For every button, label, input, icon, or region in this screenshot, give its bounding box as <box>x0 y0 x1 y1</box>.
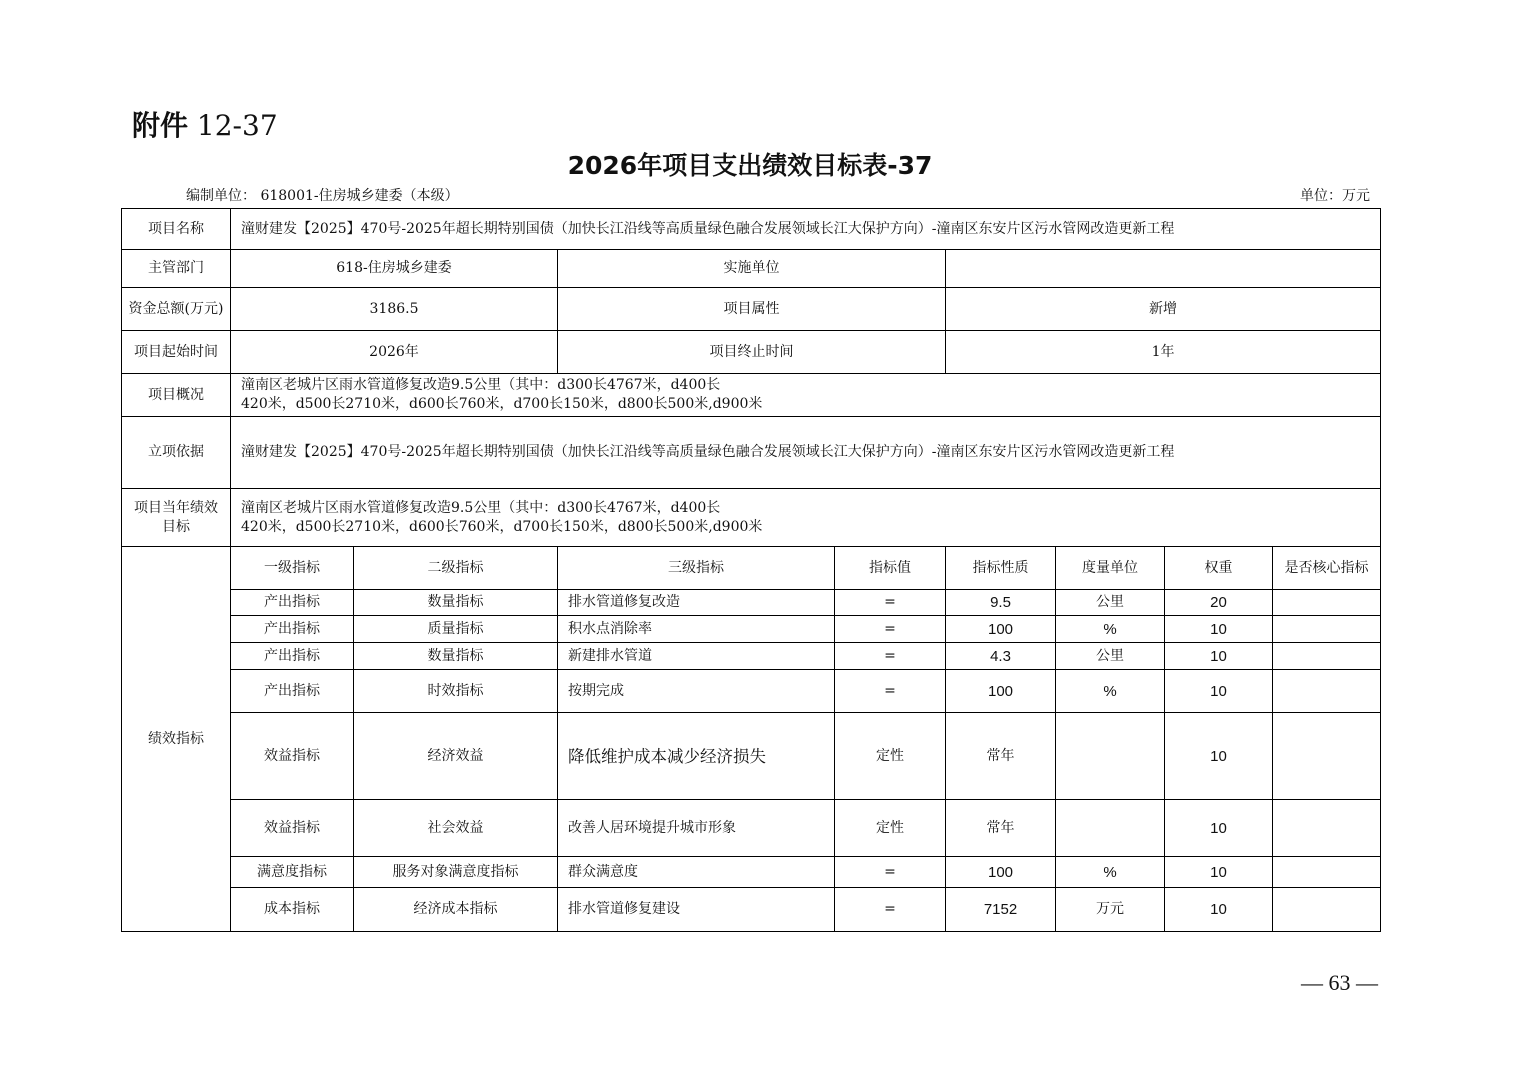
attr-label: 项目属性 <box>558 288 946 331</box>
row-core <box>1273 670 1381 713</box>
row-l2: 服务对象满意度指标 <box>354 857 558 888</box>
table-row <box>122 590 1381 616</box>
dept-value: 618-住房城乡建委 <box>231 250 558 288</box>
overview-line-2: 420米，d500长2710米，d600长760米，d700长150米，d800长500米,d900米 <box>241 396 763 412</box>
indicator-section-label: 绩效指标 <box>122 547 231 932</box>
row-value: 100 <box>946 857 1056 888</box>
dept-label: 主管部门 <box>122 250 231 288</box>
compile-unit: 编制单位： 618001-住房城乡建委（本级） <box>186 188 459 204</box>
row-op: = <box>835 670 946 713</box>
performance-table <box>121 208 1381 932</box>
row-op: = <box>835 857 946 888</box>
row-weight: 10 <box>1165 643 1273 670</box>
page-number: — 63 — <box>1301 970 1378 995</box>
row-l1: 产出指标 <box>231 670 354 713</box>
row-weight: 10 <box>1165 888 1273 932</box>
row-unit: 公里 <box>1056 590 1165 616</box>
header-l1: 一级指标 <box>231 547 354 590</box>
row-value: 4.3 <box>946 643 1056 670</box>
row-op: 定性 <box>835 800 946 857</box>
row-l2: 数量指标 <box>354 643 558 670</box>
row-op: 定性 <box>835 713 946 800</box>
row-op: = <box>835 590 946 616</box>
row-l1: 产出指标 <box>231 590 354 616</box>
row-l1: 效益指标 <box>231 713 354 800</box>
end-label: 项目终止时间 <box>558 331 946 374</box>
impl-value <box>946 250 1381 288</box>
table-row <box>122 616 1381 643</box>
indicator-header-row <box>122 547 1381 590</box>
row-core <box>1273 800 1381 857</box>
time-row <box>122 331 1381 374</box>
row-l2: 质量指标 <box>354 616 558 643</box>
row-l3: 改善人居环境提升城市形象 <box>558 800 835 857</box>
basis-value: 潼财建发【2025】470号-2025年超长期特别国债（加快长江沿线等高质量绿色融合发展领域长江大保护方向）-潼南区东安片区污水管网改造更新工程 <box>231 417 1381 489</box>
row-core <box>1273 713 1381 800</box>
row-l3: 降低维护成本减少经济损失 <box>558 713 835 800</box>
row-op: = <box>835 643 946 670</box>
end-value: 1年 <box>946 331 1381 374</box>
row-unit: 万元 <box>1056 888 1165 932</box>
row-l2: 经济成本指标 <box>354 888 558 932</box>
row-op: = <box>835 888 946 932</box>
project-name-row <box>122 209 1381 250</box>
header-nature: 指标性质 <box>946 547 1056 590</box>
overview-row <box>122 374 1381 417</box>
row-op: = <box>835 616 946 643</box>
header-l3: 三级指标 <box>558 547 835 590</box>
row-unit <box>1056 800 1165 857</box>
goal-line-1: 潼南区老城片区雨水管道修复改造9.5公里（其中：d300长4767米，d400长 <box>241 499 721 516</box>
fund-label: 资金总额(万元) <box>122 288 231 331</box>
row-value: 100 <box>946 670 1056 713</box>
row-l3: 群众满意度 <box>558 857 835 888</box>
table-row <box>122 888 1381 932</box>
row-l1: 满意度指标 <box>231 857 354 888</box>
overview-line-1: 潼南区老城片区雨水管道修复改造9.5公里（其中：d300长4767米，d400长 <box>241 377 721 393</box>
project-name-label: 项目名称 <box>122 209 231 250</box>
dept-row <box>122 250 1381 288</box>
attachment-label <box>132 104 278 144</box>
currency-unit: 单位：万元 <box>1300 188 1370 204</box>
table-row <box>122 643 1381 670</box>
row-l2: 社会效益 <box>354 800 558 857</box>
header-value: 指标值 <box>835 547 946 590</box>
attachment-number: 12-37 <box>196 109 278 142</box>
impl-label: 实施单位 <box>558 250 946 288</box>
fund-value: 3186.5 <box>231 288 558 331</box>
row-weight: 10 <box>1165 713 1273 800</box>
row-l3: 积水点消除率 <box>558 616 835 643</box>
row-l3: 排水管道修复建设 <box>558 888 835 932</box>
row-weight: 10 <box>1165 857 1273 888</box>
start-label: 项目起始时间 <box>122 331 231 374</box>
row-weight: 10 <box>1165 616 1273 643</box>
goal-line-2: 420米，d500长2710米，d600长760米，d700长150米，d800长500米,d900米 <box>241 518 763 535</box>
table-row <box>122 670 1381 713</box>
row-unit: % <box>1056 670 1165 713</box>
fund-row <box>122 288 1381 331</box>
row-unit <box>1056 713 1165 800</box>
header-weight: 权重 <box>1165 547 1273 590</box>
overview-value <box>231 374 1381 417</box>
header-core: 是否核心指标 <box>1273 547 1381 590</box>
row-unit: % <box>1056 616 1165 643</box>
page-title: 2026年项目支出绩效目标表-37 <box>567 151 933 180</box>
row-core <box>1273 590 1381 616</box>
row-value: 常年 <box>946 800 1056 857</box>
basis-label: 立项依据 <box>122 417 231 489</box>
row-core <box>1273 643 1381 670</box>
row-weight: 20 <box>1165 590 1273 616</box>
row-l3: 按期完成 <box>558 670 835 713</box>
row-l2: 数量指标 <box>354 590 558 616</box>
attr-value: 新增 <box>946 288 1381 331</box>
row-unit: 公里 <box>1056 643 1165 670</box>
header-unit: 度量单位 <box>1056 547 1165 590</box>
row-weight: 10 <box>1165 670 1273 713</box>
row-l3: 排水管道修复改造 <box>558 590 835 616</box>
row-unit: % <box>1056 857 1165 888</box>
row-l1: 产出指标 <box>231 643 354 670</box>
attachment-prefix: 附件 <box>132 109 189 142</box>
table-row <box>122 800 1381 857</box>
row-l3: 新建排水管道 <box>558 643 835 670</box>
project-name-value: 潼财建发【2025】470号-2025年超长期特别国债（加快长江沿线等高质量绿色融合发展领域长江大保护方向）-潼南区东安片区污水管网改造更新工程 <box>231 209 1381 250</box>
row-value: 9.5 <box>946 590 1056 616</box>
basis-row <box>122 417 1381 489</box>
goal-value <box>231 489 1381 547</box>
row-l2: 经济效益 <box>354 713 558 800</box>
goal-row <box>122 489 1381 547</box>
row-l1: 效益指标 <box>231 800 354 857</box>
row-l1: 成本指标 <box>231 888 354 932</box>
table-row <box>122 713 1381 800</box>
row-core <box>1273 857 1381 888</box>
start-value: 2026年 <box>231 331 558 374</box>
row-value: 100 <box>946 616 1056 643</box>
row-value: 常年 <box>946 713 1056 800</box>
row-core <box>1273 616 1381 643</box>
row-l2: 时效指标 <box>354 670 558 713</box>
overview-label: 项目概况 <box>122 374 231 417</box>
row-core <box>1273 888 1381 932</box>
header-l2: 二级指标 <box>354 547 558 590</box>
row-weight: 10 <box>1165 800 1273 857</box>
row-value: 7152 <box>946 888 1056 932</box>
goal-label: 项目当年绩效目标 <box>122 489 231 547</box>
table-row <box>122 857 1381 888</box>
row-l1: 产出指标 <box>231 616 354 643</box>
